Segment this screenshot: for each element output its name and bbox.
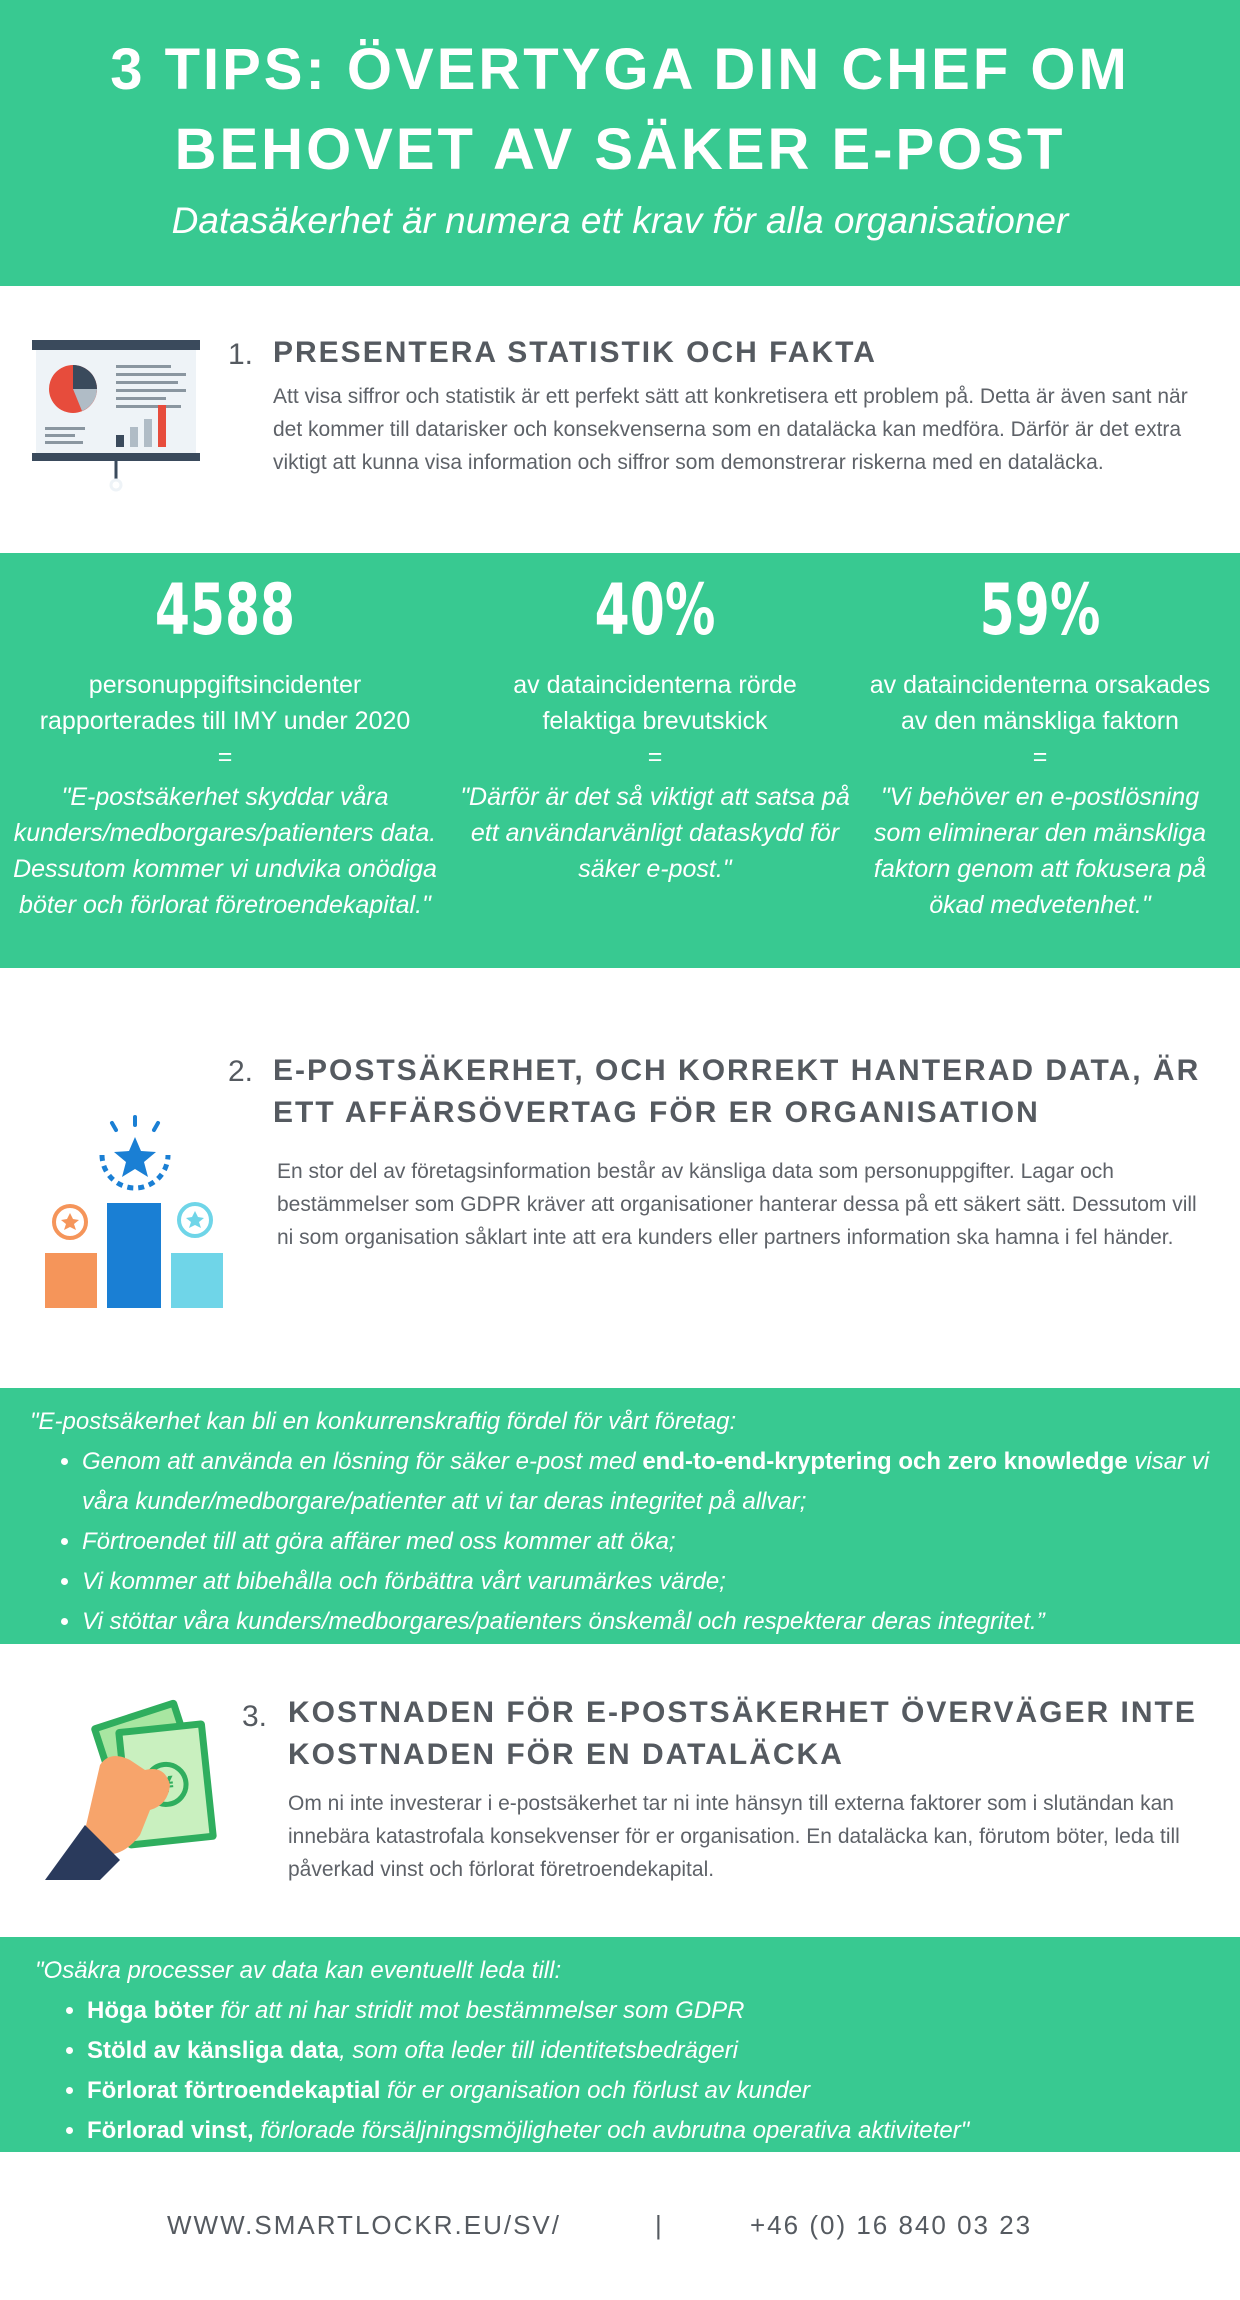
section2-title-line-1: E-POSTSÄKERHET, OCH KORREKT HANTERAD DATA, ÄR	[273, 1054, 1201, 1087]
list-item	[82, 1442, 1230, 1522]
item-bold-text: end-to-end-kryptering och zero knowledge	[642, 1448, 1128, 1475]
stat-incidents	[10, 553, 440, 923]
title-line-1: 3 TIPS: ÖVERTYGA DIN CHEF OM	[110, 37, 1130, 102]
list-item	[87, 2031, 1225, 2071]
quote3-list	[35, 1991, 1225, 2151]
stat-quote: "Vi behöver en e-postlösning som eliminerar den mänskliga faktorn genom att fokusera på ökad medvetenhet."	[873, 783, 1207, 919]
list-item	[87, 1991, 1225, 2031]
footer-website-link[interactable]: WWW.SMARTLOCKR.EU/SV/	[167, 2210, 561, 2240]
stat-value: 40%	[594, 569, 716, 651]
section1-title: PRESENTERA STATISTIK OCH FAKTA	[273, 336, 877, 369]
list-item: • Vi kommer att bibehålla och förbättra vårt varumärkes värde;	[82, 1562, 1230, 1602]
stat-value: 59%	[979, 569, 1101, 651]
section3-title-line-2: KOSTNADEN FÖR EN DATALÄCKA	[288, 1738, 844, 1771]
item-text: för att ni har stridit mot bestämmelser som GDPR	[213, 1997, 745, 2024]
stat-text: personuppgiftsincidenter rapporterades till IMY under 2020	[39, 671, 411, 735]
section2-title	[273, 1050, 1213, 1134]
stat-value: 4588	[154, 569, 296, 651]
item-text: visar vi våra kunder/medborgare/patienter att vi tar deras integritet på allvar;	[82, 1448, 1210, 1515]
section3-title	[288, 1692, 1218, 1776]
section2-body: En stor del av företagsinformation består av känsliga data som personuppgifter. Lagar och bestämmelser som GDPR kräver att organisationer hanterar dessa på ett säkert sätt. Dessutom vill ni som organisation såklart inte att era kunders eller partners information ska hamna i fel händer.	[277, 1160, 1197, 1249]
quote3-intro: "Osäkra processer av data kan eventuellt leda till:	[35, 1957, 562, 1984]
item-text: förlorade försäljningsmöjligheter och avbrutna operativa aktiviteter"	[253, 2117, 970, 2144]
hand-money-icon	[40, 1695, 240, 1885]
section2-number: 2.	[228, 1055, 254, 1088]
presentation-chart-icon	[30, 335, 205, 500]
stat-equals: =	[647, 743, 663, 771]
section2-title-line-2: ETT AFFÄRSÖVERTAG FÖR ER ORGANISATION	[273, 1096, 1040, 1129]
quote-band-advantage	[0, 1388, 1240, 1644]
quote-band-risks	[0, 1937, 1240, 2152]
list-item	[87, 2071, 1225, 2111]
page-subtitle: Datasäkerhet är numera ett krav för alla organisationer	[171, 200, 1069, 241]
list-item: • Vi stöttar våra kunders/medborgares/patienters önskemål och respekterar deras integritet.”	[82, 1602, 1230, 1642]
footer-separator: |	[655, 2210, 664, 2240]
item-text: Genom att använda en lösning för säker e-post med	[82, 1448, 643, 1475]
item-text: , som ofta leder till identitetsbedrägeri	[339, 2037, 738, 2064]
page-title	[0, 30, 1240, 190]
section1-number: 1.	[228, 338, 254, 371]
podium-stars-icon	[40, 1115, 230, 1315]
item-bold-text: Förlorat förtroendekaptial	[87, 2077, 381, 2104]
list-item	[87, 2111, 1225, 2151]
list-item: • Förtroendet till att göra affärer med oss kommer att öka;	[82, 1522, 1230, 1562]
stat-text: av dataincidenterna orsakades av den mänskliga faktorn	[869, 671, 1211, 735]
footer-phone[interactable]: +46 (0) 16 840 03 23	[750, 2210, 1033, 2240]
item-bold-text: Höga böter	[87, 1997, 214, 2024]
stat-human	[855, 553, 1225, 923]
stat-text: av dataincidenterna rörde felaktiga brevutskick	[513, 671, 797, 735]
item-bold-text: Stöld av känsliga data	[87, 2037, 340, 2064]
stats-band	[0, 553, 1240, 968]
stat-quote: "Därför är det så viktigt att satsa på ett användarvänligt dataskydd för säker e-post."	[460, 783, 850, 883]
section3-title-line-1: KOSTNADEN FÖR E-POSTSÄKERHET ÖVERVÄGER INTE	[288, 1696, 1197, 1729]
quote2-intro: "E-postsäkerhet kan bli en konkurrenskraftig fördel för vårt företag:	[30, 1408, 737, 1435]
item-text: för er organisation och förlust av kunder	[380, 2077, 810, 2104]
stat-mail	[460, 553, 850, 887]
title-line-2: BEHOVET AV SÄKER E-POST	[174, 117, 1066, 182]
section3-number: 3.	[242, 1700, 268, 1733]
stat-quote: "E-postsäkerhet skyddar våra kunders/medborgares/patienters data. Dessutom kommer vi undvika onödiga böter och förlorat företroendekapital."	[13, 783, 437, 919]
stat-equals: =	[217, 743, 233, 771]
section3-body: Om ni inte investerar i e-postsäkerhet tar ni inte hänsyn till externa faktorer som i slutändan kan innebära katastrofala konsekvenser för er organisation. En dataläcka kan, förutom böter, leda till påverkad vinst och förlorat företroendekapital.	[288, 1792, 1180, 1881]
item-bold-text: Förlorad vinst,	[87, 2117, 254, 2144]
quote2-list	[30, 1442, 1230, 1642]
section1-body: Att visa siffror och statistik är ett perfekt sätt att konkretisera ett problem på. Detta är även sant när det kommer till datarisker och konsekvenserna som en dataläcka kan medföra. Därför är det extra viktigt att kunna visa information och siffror som demonstrerar riskerna med en dataläcka.	[273, 385, 1188, 474]
stat-equals: =	[1032, 743, 1048, 771]
